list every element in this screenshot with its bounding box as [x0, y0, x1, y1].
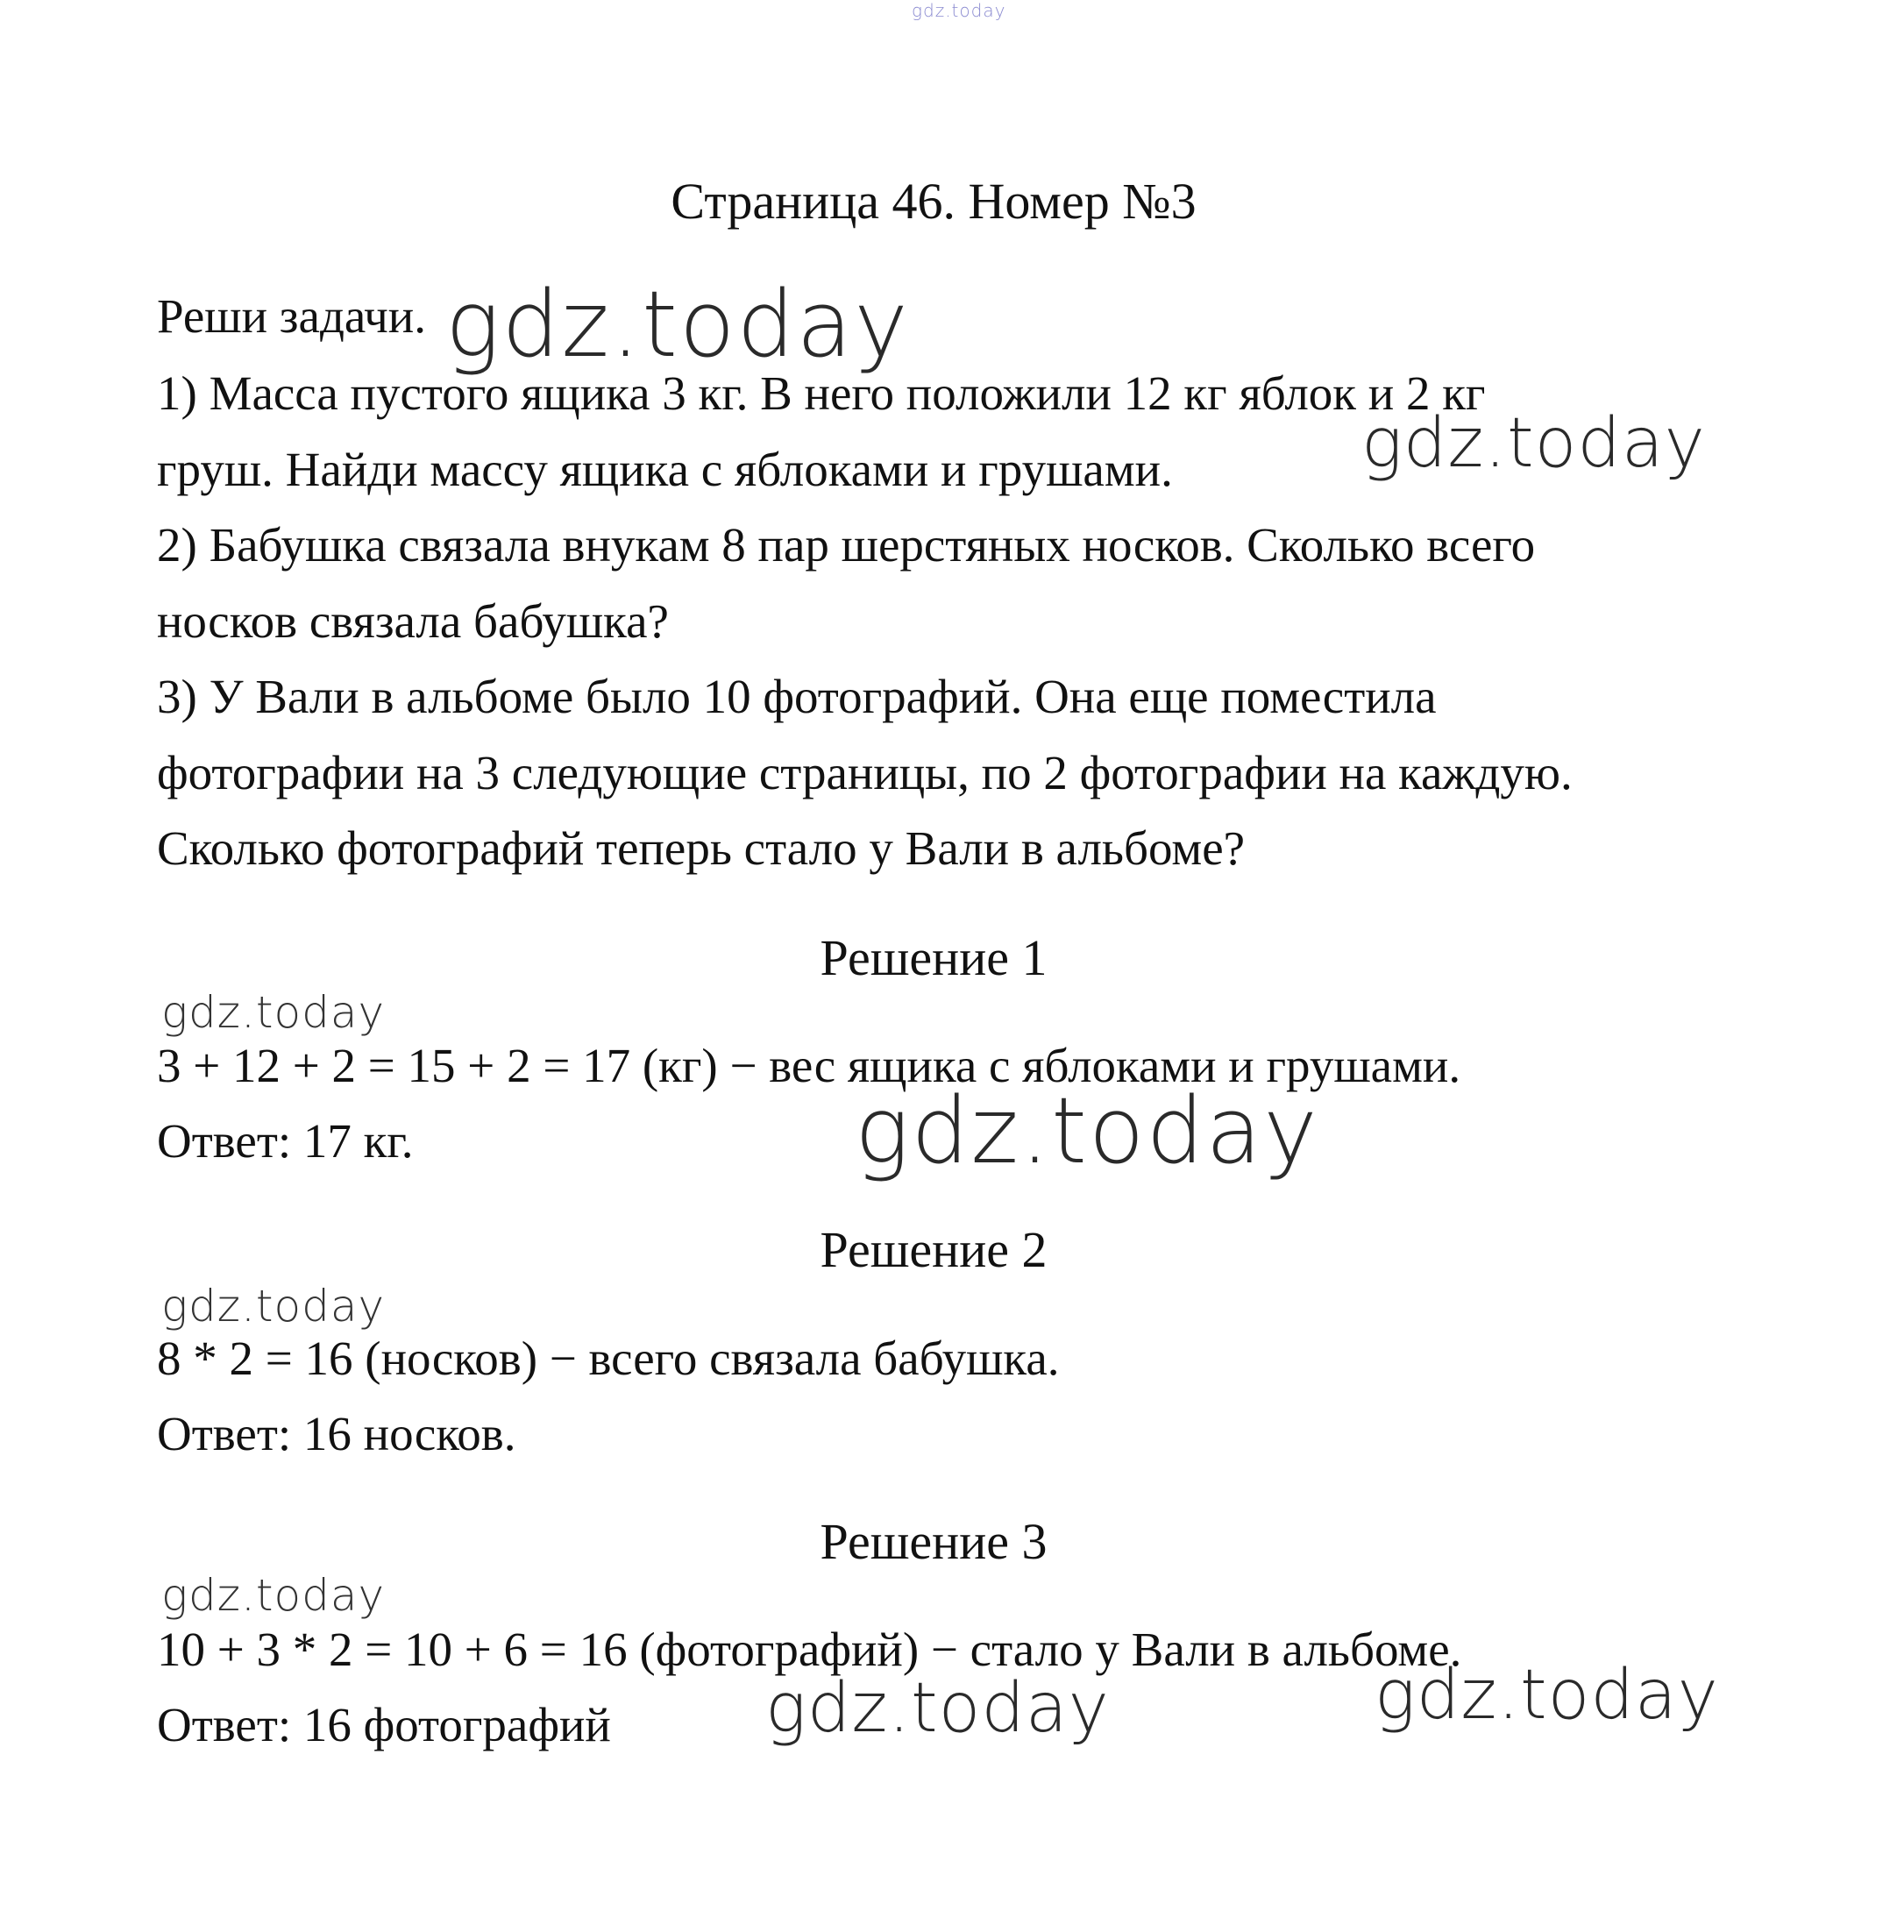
task-line-4: носков связала бабушка? [157, 594, 669, 648]
solution-2-calc: 8 * 2 = 16 (носков) − всего связала бабушка. [157, 1332, 1060, 1385]
task-line-6: фотографии на 3 следующие страницы, по 2 фотографии на каждую. [157, 746, 1573, 799]
watermark: gdz.today [765, 1669, 1110, 1748]
watermark: gdz.today [855, 1077, 1319, 1184]
solution-1-calc: 3 + 12 + 2 = 15 + 2 = 17 (кг) − вес ящика с яблоками и грушами. [157, 1039, 1461, 1092]
watermark: gdz.today [1361, 404, 1706, 483]
task-line-1: 1) Масса пустого ящика 3 кг. В него положили 12 кг яблок и 2 кг [157, 366, 1486, 420]
watermark: gdz.today [1375, 1656, 1719, 1735]
watermark: gdz.today [445, 271, 910, 378]
watermark: gdz.today [161, 987, 386, 1038]
task-line-5: 3) У Вали в альбоме было 10 фотографий. Она еще поместила [157, 670, 1437, 723]
solution-2-heading: Решение 2 [820, 1221, 1048, 1278]
task-intro: Реши задачи. [157, 289, 426, 343]
solution-3-calc: 10 + 3 * 2 = 10 + 6 = 16 (фотографий) − стало у Вали в альбоме. [157, 1623, 1462, 1676]
solution-1-answer: Ответ: 17 кг. [157, 1114, 414, 1168]
solution-1-heading: Решение 1 [820, 929, 1048, 986]
solution-2-answer: Ответ: 16 носков. [157, 1407, 516, 1460]
watermark: gdz.today [161, 1570, 386, 1621]
task-line-2: груш. Найди массу ящика с яблоками и грушами. [157, 443, 1173, 496]
watermark: gdz.today [161, 1281, 386, 1332]
page-title: Страница 46. Номер №3 [671, 173, 1197, 230]
solution-3-answer: Ответ: 16 фотографий [157, 1698, 611, 1751]
watermark-top: gdz.today [912, 0, 1006, 21]
task-line-7: Сколько фотографий теперь стало у Вали в альбоме? [157, 821, 1246, 875]
solution-3-heading: Решение 3 [820, 1513, 1048, 1570]
task-line-3: 2) Бабушка связала внукам 8 пар шерстяных носков. Сколько всего [157, 518, 1536, 572]
